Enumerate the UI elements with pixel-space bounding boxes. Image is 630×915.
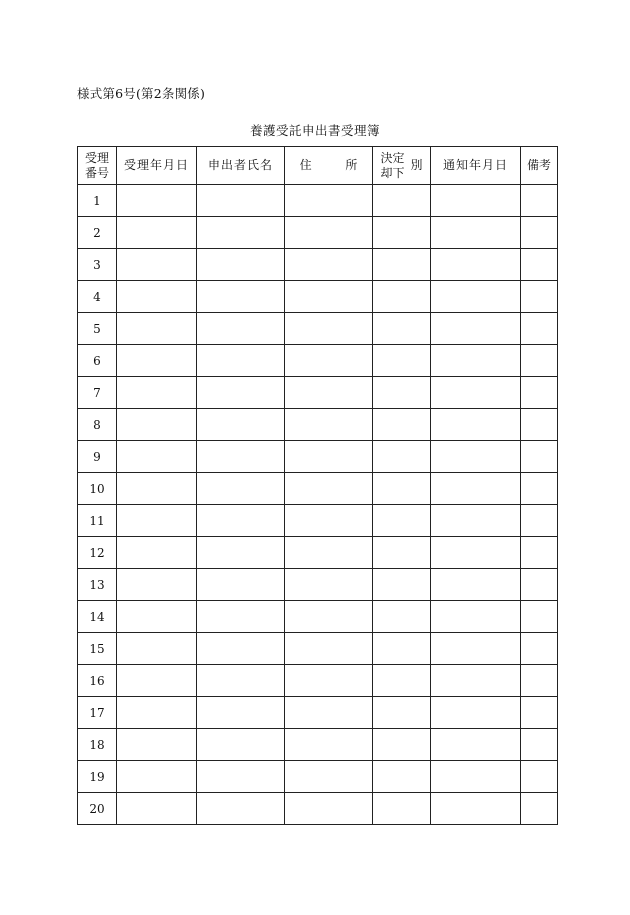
table-row — [78, 441, 558, 473]
applicant-name-cell — [197, 601, 285, 633]
remarks-cell — [521, 281, 558, 313]
row-number: 5 — [78, 313, 117, 345]
row-number: 14 — [78, 601, 117, 633]
row-number: 1 — [78, 185, 117, 217]
decision-cell — [373, 729, 431, 761]
form-number-label: 様式第6号(第2条関係) — [77, 86, 206, 101]
receipt-date-cell — [117, 569, 197, 601]
receipt-date-cell — [117, 217, 197, 249]
decision-cell — [373, 217, 431, 249]
table-row — [78, 793, 558, 825]
row-number: 7 — [78, 377, 117, 409]
decision-cell — [373, 601, 431, 633]
header-decision — [373, 147, 431, 185]
row-number: 10 — [78, 473, 117, 505]
applicant-name-cell — [197, 441, 285, 473]
remarks-cell — [521, 697, 558, 729]
applicant-name-cell — [197, 249, 285, 281]
row-number: 16 — [78, 665, 117, 697]
ledger-body — [78, 185, 558, 825]
receipt-date-cell — [117, 633, 197, 665]
address-cell — [285, 473, 373, 505]
decision-cell — [373, 313, 431, 345]
address-cell — [285, 217, 373, 249]
remarks-cell — [521, 185, 558, 217]
decision-cell — [373, 633, 431, 665]
decision-cell — [373, 345, 431, 377]
table-row — [78, 569, 558, 601]
address-cell — [285, 569, 373, 601]
applicant-name-cell — [197, 729, 285, 761]
receipt-date-cell — [117, 185, 197, 217]
row-number: 15 — [78, 633, 117, 665]
table-row — [78, 217, 558, 249]
table-row — [78, 281, 558, 313]
remarks-cell — [521, 473, 558, 505]
table-row — [78, 537, 558, 569]
notification-date-cell — [431, 345, 521, 377]
decision-cell — [373, 249, 431, 281]
applicant-name-cell — [197, 697, 285, 729]
address-cell — [285, 537, 373, 569]
row-number: 2 — [78, 217, 117, 249]
table-row — [78, 633, 558, 665]
receipt-date-cell — [117, 281, 197, 313]
notification-date-cell — [431, 313, 521, 345]
receipt-date-cell — [117, 729, 197, 761]
remarks-cell — [521, 313, 558, 345]
remarks-cell — [521, 729, 558, 761]
table-row — [78, 345, 558, 377]
receipt-date-cell — [117, 601, 197, 633]
applicant-name-cell — [197, 473, 285, 505]
row-number: 6 — [78, 345, 117, 377]
decision-cell — [373, 185, 431, 217]
decision-cell — [373, 761, 431, 793]
table-row — [78, 761, 558, 793]
applicant-name-cell — [197, 185, 285, 217]
remarks-cell — [521, 505, 558, 537]
notification-date-cell — [431, 505, 521, 537]
table-row — [78, 505, 558, 537]
row-number: 9 — [78, 441, 117, 473]
row-number: 12 — [78, 537, 117, 569]
table-row — [78, 601, 558, 633]
receipt-date-cell — [117, 537, 197, 569]
header-notification-date: 通知年月日 — [431, 147, 521, 185]
decision-cell — [373, 377, 431, 409]
header-remarks: 備考 — [521, 147, 558, 185]
row-number: 3 — [78, 249, 117, 281]
header-receipt-number-line2: 番号 — [84, 165, 109, 180]
row-number: 17 — [78, 697, 117, 729]
receipt-date-cell — [117, 441, 197, 473]
decision-cell — [373, 665, 431, 697]
address-cell — [285, 665, 373, 697]
notification-date-cell — [431, 633, 521, 665]
address-cell — [285, 729, 373, 761]
table-row — [78, 729, 558, 761]
table-row — [78, 409, 558, 441]
applicant-name-cell — [197, 345, 285, 377]
row-number: 20 — [78, 793, 117, 825]
remarks-cell — [521, 441, 558, 473]
address-cell — [285, 601, 373, 633]
row-number: 11 — [78, 505, 117, 537]
table-row — [78, 697, 558, 729]
receipt-date-cell — [117, 505, 197, 537]
decision-cell — [373, 793, 431, 825]
header-applicant-name: 申出者氏名 — [197, 147, 285, 185]
notification-date-cell — [431, 537, 521, 569]
document-title: 養護受託申出書受理簿 — [249, 123, 380, 138]
notification-date-cell — [431, 281, 521, 313]
address-cell — [285, 793, 373, 825]
remarks-cell — [521, 569, 558, 601]
address-cell — [285, 761, 373, 793]
header-receipt-number — [78, 147, 117, 185]
table-row — [78, 665, 558, 697]
remarks-cell — [521, 345, 558, 377]
table-row — [78, 473, 558, 505]
address-cell — [285, 185, 373, 217]
remarks-cell — [521, 409, 558, 441]
address-cell — [285, 313, 373, 345]
notification-date-cell — [431, 217, 521, 249]
remarks-cell — [521, 249, 558, 281]
header-address: 住 所 — [285, 147, 373, 185]
header-row — [78, 147, 558, 185]
header-decision-line2: 却下 — [380, 165, 405, 180]
address-cell — [285, 377, 373, 409]
receipt-date-cell — [117, 473, 197, 505]
remarks-cell — [521, 665, 558, 697]
applicant-name-cell — [197, 409, 285, 441]
notification-date-cell — [431, 793, 521, 825]
receipt-date-cell — [117, 249, 197, 281]
remarks-cell — [521, 377, 558, 409]
decision-cell — [373, 697, 431, 729]
decision-cell — [373, 537, 431, 569]
applicant-name-cell — [197, 537, 285, 569]
receipt-date-cell — [117, 409, 197, 441]
applicant-name-cell — [197, 761, 285, 793]
decision-cell — [373, 441, 431, 473]
remarks-cell — [521, 601, 558, 633]
address-cell — [285, 441, 373, 473]
header-decision-line1: 決定 — [380, 150, 405, 165]
row-number: 8 — [78, 409, 117, 441]
header-receipt-number-line1: 受理 — [84, 150, 109, 165]
address-cell — [285, 249, 373, 281]
notification-date-cell — [431, 249, 521, 281]
applicant-name-cell — [197, 793, 285, 825]
applicant-name-cell — [197, 313, 285, 345]
receipt-date-cell — [117, 313, 197, 345]
decision-cell — [373, 409, 431, 441]
remarks-cell — [521, 537, 558, 569]
notification-date-cell — [431, 569, 521, 601]
decision-cell — [373, 505, 431, 537]
table-row — [78, 249, 558, 281]
table-row — [78, 377, 558, 409]
address-cell — [285, 505, 373, 537]
receipt-date-cell — [117, 697, 197, 729]
remarks-cell — [521, 761, 558, 793]
receipt-date-cell — [117, 377, 197, 409]
applicant-name-cell — [197, 377, 285, 409]
applicant-name-cell — [197, 633, 285, 665]
notification-date-cell — [431, 185, 521, 217]
applicant-name-cell — [197, 569, 285, 601]
table-row — [78, 313, 558, 345]
remarks-cell — [521, 793, 558, 825]
receipt-date-cell — [117, 665, 197, 697]
address-cell — [285, 281, 373, 313]
applicant-name-cell — [197, 505, 285, 537]
decision-cell — [373, 473, 431, 505]
notification-date-cell — [431, 601, 521, 633]
notification-date-cell — [431, 409, 521, 441]
header-receipt-date: 受理年月日 — [117, 147, 197, 185]
notification-date-cell — [431, 761, 521, 793]
address-cell — [285, 697, 373, 729]
row-number: 18 — [78, 729, 117, 761]
decision-cell — [373, 281, 431, 313]
notification-date-cell — [431, 441, 521, 473]
notification-date-cell — [431, 473, 521, 505]
notification-date-cell — [431, 697, 521, 729]
receipt-date-cell — [117, 345, 197, 377]
address-cell — [285, 345, 373, 377]
receipt-date-cell — [117, 761, 197, 793]
receipt-date-cell — [117, 793, 197, 825]
notification-date-cell — [431, 729, 521, 761]
applicant-name-cell — [197, 665, 285, 697]
remarks-cell — [521, 217, 558, 249]
decision-cell — [373, 569, 431, 601]
remarks-cell — [521, 633, 558, 665]
applicant-name-cell — [197, 281, 285, 313]
row-number: 4 — [78, 281, 117, 313]
ledger-table — [77, 146, 558, 825]
address-cell — [285, 409, 373, 441]
notification-date-cell — [431, 665, 521, 697]
row-number: 13 — [78, 569, 117, 601]
row-number: 19 — [78, 761, 117, 793]
header-decision-suffix: 別 — [410, 158, 423, 172]
applicant-name-cell — [197, 217, 285, 249]
notification-date-cell — [431, 377, 521, 409]
table-row — [78, 185, 558, 217]
address-cell — [285, 633, 373, 665]
